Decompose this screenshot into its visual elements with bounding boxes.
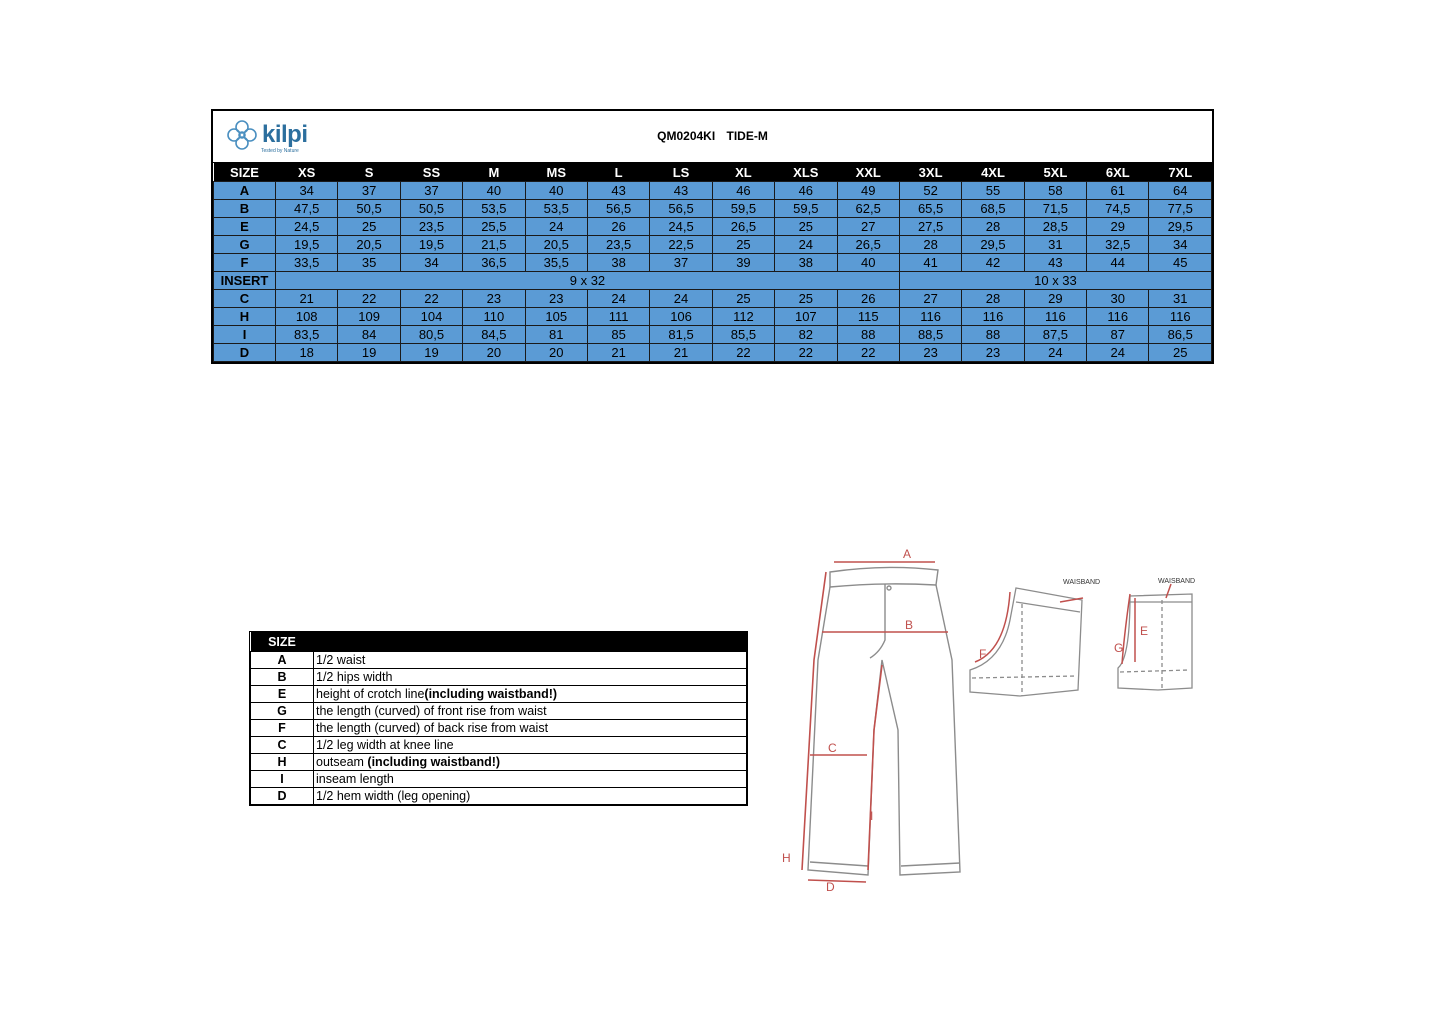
table-cell: 45 — [1149, 254, 1212, 272]
table-cell: 21 — [587, 344, 649, 362]
product-title — [213, 129, 1212, 143]
table-cell: 47,5 — [276, 200, 338, 218]
label-I: I — [870, 809, 874, 823]
table-cell: 109 — [338, 308, 400, 326]
back-rise-lines — [975, 592, 1083, 662]
table-cell: 43 — [587, 182, 649, 200]
legend-text: 1/2 leg width at knee line — [316, 737, 454, 752]
measurement-row-c — [214, 290, 1212, 308]
table-cell: 41 — [899, 254, 961, 272]
legend-key: H — [251, 754, 314, 771]
measurement-row-g — [214, 236, 1212, 254]
back-rise-detail — [970, 588, 1082, 696]
pants-diagram — [770, 540, 1210, 895]
table-cell: 49 — [837, 182, 899, 200]
table-cell: 83,5 — [276, 326, 338, 344]
table-cell: 50,5 — [338, 200, 400, 218]
legend-text: the length (curved) of front rise from waist — [316, 703, 547, 718]
table-cell: 20 — [463, 344, 525, 362]
table-cell: 43 — [1024, 254, 1086, 272]
table-cell: 50,5 — [400, 200, 462, 218]
size-header-xl: XL — [712, 163, 774, 182]
table-cell: 59,5 — [712, 200, 774, 218]
legend-key: F — [251, 720, 314, 737]
table-cell: 28 — [962, 218, 1024, 236]
table-cell: 107 — [775, 308, 837, 326]
table-cell: 23 — [463, 290, 525, 308]
table-cell: 24 — [587, 290, 649, 308]
size-header-ms: MS — [525, 163, 587, 182]
legend-description — [314, 771, 747, 788]
table-cell: 22 — [837, 344, 899, 362]
table-cell: 40 — [837, 254, 899, 272]
legend-description — [314, 720, 747, 737]
legend-row-h — [251, 754, 747, 771]
table-cell: 88 — [962, 326, 1024, 344]
table-cell: 58 — [1024, 182, 1086, 200]
size-corner-label: SIZE — [214, 163, 276, 182]
pants-measurement-illustration — [770, 540, 1210, 895]
table-cell: 20,5 — [338, 236, 400, 254]
table-cell: 27 — [837, 218, 899, 236]
table-cell: 116 — [1024, 308, 1086, 326]
size-header-s: S — [338, 163, 400, 182]
table-cell: 37 — [650, 254, 712, 272]
table-cell: 31 — [1024, 236, 1086, 254]
table-cell: 62,5 — [837, 200, 899, 218]
table-cell: 55 — [962, 182, 1024, 200]
front-rise-detail — [1118, 594, 1192, 690]
table-cell: 46 — [712, 182, 774, 200]
table-cell: 24,5 — [650, 218, 712, 236]
table-cell: 25 — [775, 290, 837, 308]
table-cell: 23 — [899, 344, 961, 362]
size-header-xxl: XXL — [837, 163, 899, 182]
table-cell: 28 — [899, 236, 961, 254]
diagram-letters — [782, 547, 913, 894]
legend-description — [314, 754, 747, 771]
table-cell: 28 — [962, 290, 1024, 308]
legend-row-c — [251, 737, 747, 754]
model-code: QM0204KI — [657, 129, 716, 143]
label-D: D — [826, 880, 835, 894]
waistband-label-back: WAISBAND — [1063, 579, 1101, 586]
table-cell: 24 — [525, 218, 587, 236]
table-cell: 22 — [338, 290, 400, 308]
table-cell: 26,5 — [712, 218, 774, 236]
label-H: H — [782, 851, 791, 865]
waistband-labels — [1063, 578, 1195, 586]
table-cell: 35 — [338, 254, 400, 272]
table-cell: 106 — [650, 308, 712, 326]
table-cell: 22,5 — [650, 236, 712, 254]
table-cell: 19,5 — [276, 236, 338, 254]
measurement-row-b — [214, 200, 1212, 218]
measurement-row-i — [214, 326, 1212, 344]
table-cell: 23,5 — [400, 218, 462, 236]
row-label: B — [214, 200, 276, 218]
table-cell: 88,5 — [899, 326, 961, 344]
table-cell: 87,5 — [1024, 326, 1086, 344]
table-cell: 39 — [712, 254, 774, 272]
table-cell: 37 — [400, 182, 462, 200]
size-header-4xl: 4XL — [962, 163, 1024, 182]
legend-row-i — [251, 771, 747, 788]
table-cell: 38 — [587, 254, 649, 272]
size-chart — [211, 109, 1214, 364]
table-cell: 24 — [775, 236, 837, 254]
table-cell: 21 — [276, 290, 338, 308]
legend-text: the length (curved) of back rise from waist — [316, 720, 549, 735]
size-header-l: L — [587, 163, 649, 182]
legend-key: C — [251, 737, 314, 754]
measurement-legend — [249, 631, 748, 806]
table-cell: 82 — [775, 326, 837, 344]
legend-key: G — [251, 703, 314, 720]
row-label: E — [214, 218, 276, 236]
table-cell: 25 — [1149, 344, 1212, 362]
table-cell: 24 — [1024, 344, 1086, 362]
table-cell: 29,5 — [962, 236, 1024, 254]
chart-header — [213, 111, 1212, 163]
table-cell: 59,5 — [775, 200, 837, 218]
row-label: C — [214, 290, 276, 308]
table-cell: 44 — [1087, 254, 1149, 272]
table-cell: 52 — [899, 182, 961, 200]
table-cell: 30 — [1087, 290, 1149, 308]
table-cell: 74,5 — [1087, 200, 1149, 218]
size-header-7xl: 7XL — [1149, 163, 1212, 182]
insert-group-1: 9 x 32 — [276, 272, 900, 290]
table-cell: 20,5 — [525, 236, 587, 254]
table-cell: 23 — [525, 290, 587, 308]
table-cell: 110 — [463, 308, 525, 326]
table-cell: 116 — [962, 308, 1024, 326]
size-header-xs: XS — [276, 163, 338, 182]
table-cell: 53,5 — [463, 200, 525, 218]
table-cell: 56,5 — [587, 200, 649, 218]
table-cell: 23,5 — [587, 236, 649, 254]
legend-emphasis: (including waistband!) — [424, 686, 558, 701]
table-cell: 18 — [276, 344, 338, 362]
size-header-ss: SS — [400, 163, 462, 182]
table-cell: 26 — [587, 218, 649, 236]
table-cell: 20 — [525, 344, 587, 362]
table-cell: 104 — [400, 308, 462, 326]
table-cell: 24 — [1087, 344, 1149, 362]
table-cell: 21 — [650, 344, 712, 362]
size-header-row — [214, 163, 1212, 182]
table-cell: 25 — [712, 290, 774, 308]
table-cell: 22 — [400, 290, 462, 308]
legend-row-a — [251, 652, 747, 669]
legend-key: A — [251, 652, 314, 669]
waistband-label-front: WAISBAND — [1158, 578, 1196, 585]
size-header-5xl: 5XL — [1024, 163, 1086, 182]
table-cell: 71,5 — [1024, 200, 1086, 218]
table-cell: 22 — [712, 344, 774, 362]
table-cell: 34 — [400, 254, 462, 272]
legend-row-f — [251, 720, 747, 737]
measurement-row-e — [214, 218, 1212, 236]
legend-header-row — [251, 632, 747, 652]
label-G: G — [1114, 641, 1124, 655]
table-cell: 22 — [775, 344, 837, 362]
table-cell: 38 — [775, 254, 837, 272]
table-cell: 84 — [338, 326, 400, 344]
table-cell: 116 — [1087, 308, 1149, 326]
size-header-6xl: 6XL — [1087, 163, 1149, 182]
table-cell: 40 — [463, 182, 525, 200]
table-cell: 28,5 — [1024, 218, 1086, 236]
row-label: F — [214, 254, 276, 272]
table-cell: 85 — [587, 326, 649, 344]
brand-name: kilpi — [262, 121, 308, 148]
table-cell: 53,5 — [525, 200, 587, 218]
table-cell: 29,5 — [1149, 218, 1212, 236]
table-cell: 21,5 — [463, 236, 525, 254]
table-cell: 37 — [338, 182, 400, 200]
label-F: F — [979, 647, 987, 661]
table-cell: 19 — [338, 344, 400, 362]
table-cell: 46 — [775, 182, 837, 200]
legend-emphasis: (including waistband!) — [367, 754, 501, 769]
legend-description — [314, 703, 747, 720]
table-cell: 116 — [899, 308, 961, 326]
table-cell: 23 — [962, 344, 1024, 362]
insert-row — [214, 272, 1212, 290]
table-cell: 111 — [587, 308, 649, 326]
table-cell: 108 — [276, 308, 338, 326]
legend-text: 1/2 waist — [316, 652, 366, 667]
table-cell: 86,5 — [1149, 326, 1212, 344]
row-label: D — [214, 344, 276, 362]
table-cell: 25 — [775, 218, 837, 236]
table-cell: 19,5 — [400, 236, 462, 254]
row-label: I — [214, 326, 276, 344]
table-cell: 61 — [1087, 182, 1149, 200]
row-label: H — [214, 308, 276, 326]
size-table — [213, 163, 1212, 362]
table-cell: 116 — [1149, 308, 1212, 326]
table-cell: 65,5 — [899, 200, 961, 218]
legend-key: B — [251, 669, 314, 686]
table-cell: 36,5 — [463, 254, 525, 272]
row-label: INSERT — [214, 272, 276, 290]
table-cell: 24 — [650, 290, 712, 308]
table-cell: 25,5 — [463, 218, 525, 236]
size-header-3xl: 3XL — [899, 163, 961, 182]
legend-key: E — [251, 686, 314, 703]
label-B: B — [905, 618, 914, 632]
measurement-lines — [802, 562, 948, 882]
legend-header-blank — [314, 632, 747, 652]
table-cell: 26 — [837, 290, 899, 308]
table-cell: 112 — [712, 308, 774, 326]
legend-key: D — [251, 788, 314, 805]
table-cell: 115 — [837, 308, 899, 326]
table-cell: 25 — [338, 218, 400, 236]
size-header-m: M — [463, 163, 525, 182]
table-cell: 34 — [276, 182, 338, 200]
label-C: C — [828, 741, 837, 755]
legend-description — [314, 652, 747, 669]
table-cell: 68,5 — [962, 200, 1024, 218]
brand-tagline: Tested by Nature — [261, 148, 299, 154]
legend-text: inseam length — [316, 771, 394, 786]
table-cell: 31 — [1149, 290, 1212, 308]
table-cell: 85,5 — [712, 326, 774, 344]
legend-description — [314, 737, 747, 754]
row-label: G — [214, 236, 276, 254]
legend-description — [314, 686, 747, 703]
table-cell: 34 — [1149, 236, 1212, 254]
legend-header: SIZE — [251, 632, 314, 652]
table-cell: 33,5 — [276, 254, 338, 272]
legend-text: height of crotch line — [316, 686, 425, 701]
model-name: TIDE-M — [726, 129, 768, 143]
table-cell: 81 — [525, 326, 587, 344]
legend-row-e — [251, 686, 747, 703]
table-cell: 27 — [899, 290, 961, 308]
row-label: A — [214, 182, 276, 200]
legend-row-g — [251, 703, 747, 720]
table-cell: 25 — [712, 236, 774, 254]
table-cell: 29 — [1024, 290, 1086, 308]
legend-text: 1/2 hem width (leg opening) — [316, 788, 471, 803]
table-cell: 24,5 — [276, 218, 338, 236]
label-E: E — [1140, 624, 1149, 638]
table-cell: 43 — [650, 182, 712, 200]
measurement-row-h — [214, 308, 1212, 326]
legend-description — [314, 788, 747, 805]
insert-group-2: 10 x 33 — [899, 272, 1211, 290]
size-header-xls: XLS — [775, 163, 837, 182]
table-cell: 80,5 — [400, 326, 462, 344]
table-cell: 32,5 — [1087, 236, 1149, 254]
measurement-row-f — [214, 254, 1212, 272]
table-cell: 87 — [1087, 326, 1149, 344]
size-header-ls: LS — [650, 163, 712, 182]
table-cell: 26,5 — [837, 236, 899, 254]
table-cell: 42 — [962, 254, 1024, 272]
table-cell: 88 — [837, 326, 899, 344]
legend-row-b — [251, 669, 747, 686]
table-cell: 27,5 — [899, 218, 961, 236]
measurement-row-a — [214, 182, 1212, 200]
legend-text: outseam — [316, 754, 368, 769]
measurement-row-d — [214, 344, 1212, 362]
table-cell: 81,5 — [650, 326, 712, 344]
table-cell: 84,5 — [463, 326, 525, 344]
table-cell: 35,5 — [525, 254, 587, 272]
table-cell: 77,5 — [1149, 200, 1212, 218]
label-A: A — [903, 547, 912, 561]
legend-key: I — [251, 771, 314, 788]
legend-row-d — [251, 788, 747, 805]
pants-outline — [808, 567, 960, 875]
table-cell: 105 — [525, 308, 587, 326]
legend-description — [314, 669, 747, 686]
table-cell: 19 — [400, 344, 462, 362]
table-cell: 64 — [1149, 182, 1212, 200]
table-cell: 29 — [1087, 218, 1149, 236]
table-cell: 40 — [525, 182, 587, 200]
legend-text: 1/2 hips width — [316, 669, 393, 684]
table-cell: 56,5 — [650, 200, 712, 218]
